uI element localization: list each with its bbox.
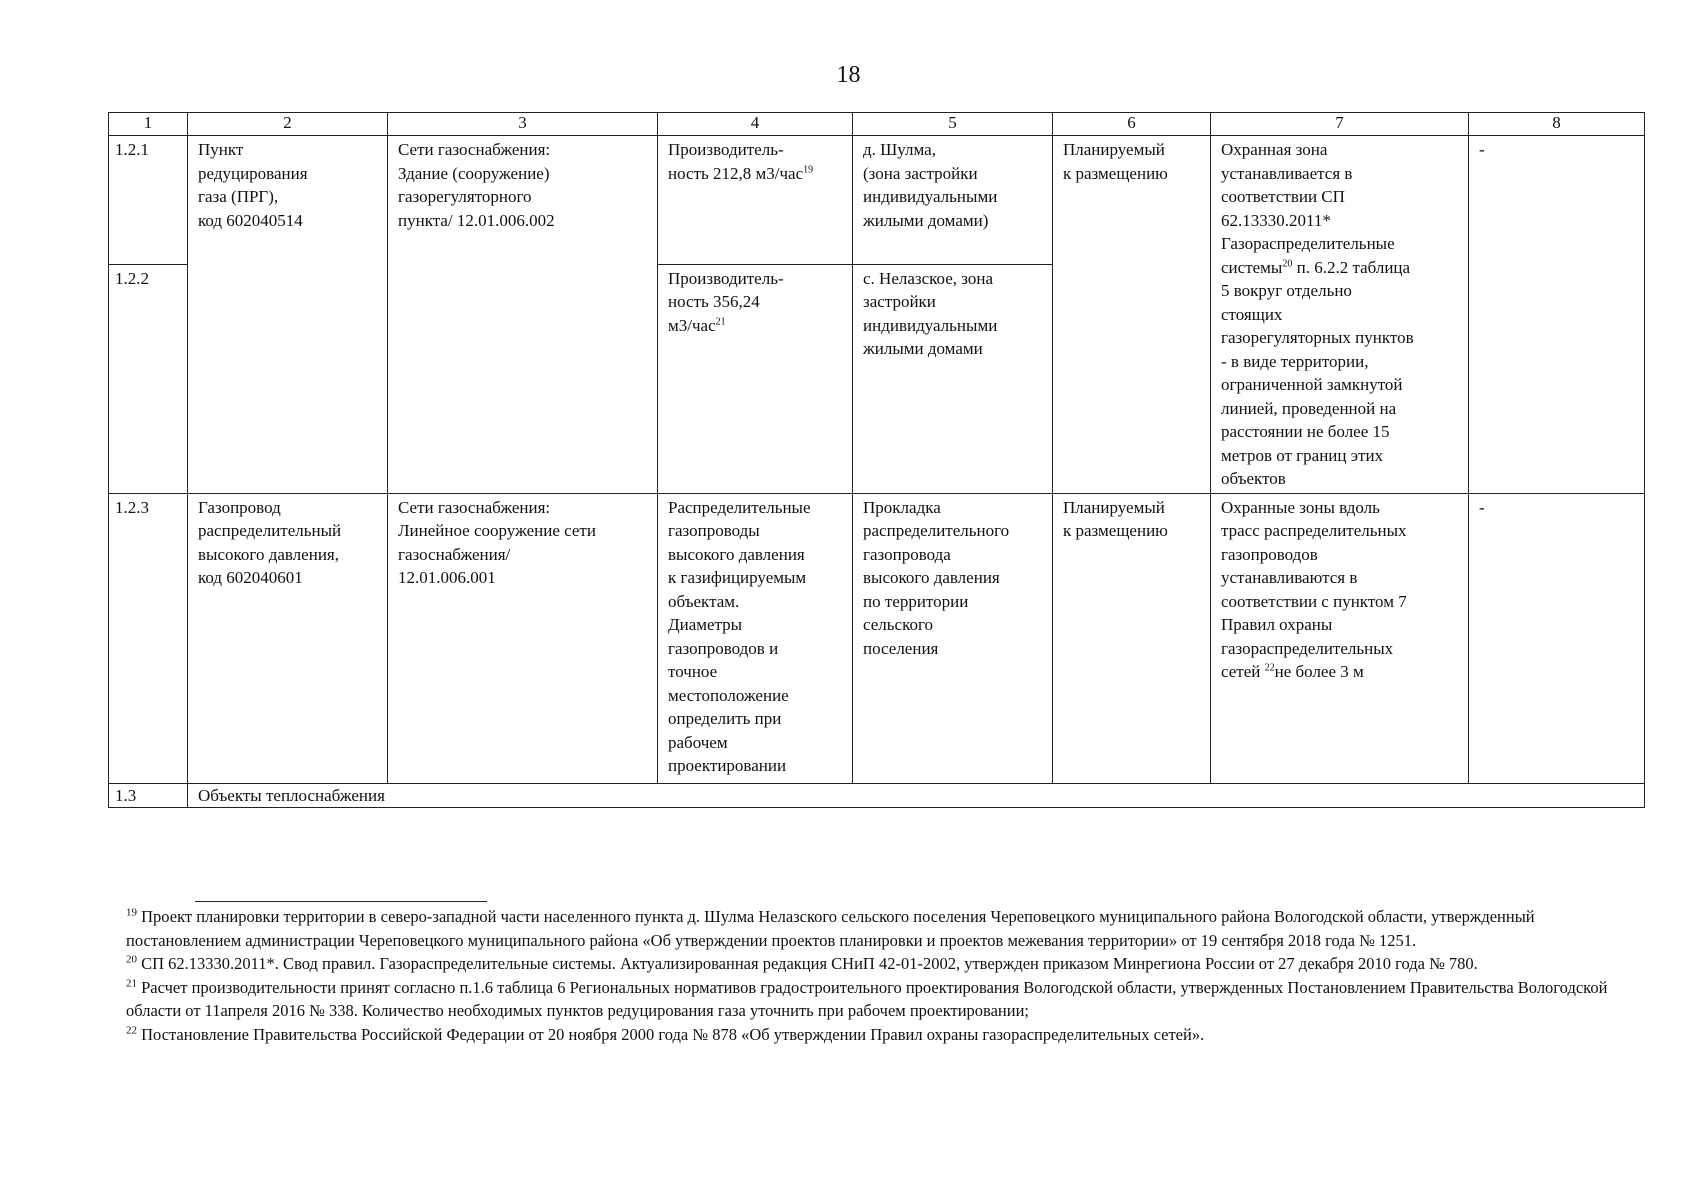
zone-text: системы xyxy=(1221,257,1283,277)
zone-line: Правил охраны xyxy=(1221,615,1333,634)
zone-line: 5 вокруг отдельно xyxy=(1221,281,1352,300)
row-number: 1.2.3 xyxy=(109,493,188,783)
location-line: с. Нелазское, зона xyxy=(863,268,994,288)
object-name-line: высокого давления, xyxy=(198,544,339,564)
footnotes xyxy=(126,905,1653,1046)
zone-text: п. 6.2.2 таблица xyxy=(1292,257,1411,277)
zone-line: 62.13330.2011* xyxy=(1221,210,1331,230)
footnote-text: Постановление Правительства Российской Федерации от 20 ноября 2000 года № 878 «Об утверждении Правил охраны газораспределительных сетей». xyxy=(137,1024,1205,1044)
capacity-cell xyxy=(658,136,853,265)
zone-line: - в виде территории, xyxy=(1221,351,1369,371)
location-line: газопровода xyxy=(863,544,951,564)
description-line: Распределительные xyxy=(668,497,811,517)
column-header-2: 2 xyxy=(188,113,388,136)
status-line: к размещению xyxy=(1063,521,1168,540)
location-line: застройки xyxy=(863,292,936,312)
object-name-line: редуцирования xyxy=(198,163,308,183)
zone-line: объектов xyxy=(1221,469,1286,488)
location-line: Прокладка xyxy=(863,497,941,517)
location-cell xyxy=(853,493,1053,783)
object-type-line: газорегуляторного xyxy=(398,187,532,206)
protection-zone-cell xyxy=(1211,493,1469,783)
footnote-separator xyxy=(195,901,487,902)
column-header-1: 1 xyxy=(109,113,188,136)
description-line: рабочем xyxy=(668,732,728,752)
description-line: местоположение xyxy=(668,685,789,705)
object-name-line: газа (ПРГ), xyxy=(198,187,279,206)
status-line: Планируемый xyxy=(1063,140,1165,159)
zone-line: расстоянии не более 15 xyxy=(1221,422,1390,441)
description-line: объектам. xyxy=(668,591,740,611)
footnote-ref: 19 xyxy=(803,163,814,175)
zone-text: сетей xyxy=(1221,662,1265,681)
zone-line: газопроводов xyxy=(1221,544,1318,564)
zone-line: Охранные зоны вдоль xyxy=(1221,497,1380,517)
zone-line: газораспределительных xyxy=(1221,638,1394,658)
capacity-line xyxy=(668,162,842,186)
zone-line: соответствии СП xyxy=(1221,187,1345,206)
zone-line: ограниченной замкнутой xyxy=(1221,375,1403,394)
status-line: к размещению xyxy=(1063,163,1168,183)
footnote-22 xyxy=(126,1023,1653,1047)
capacity-line: Производитель- xyxy=(668,140,784,159)
description-line: точное xyxy=(668,662,718,681)
capacity-line xyxy=(668,314,842,338)
object-name-line: код 602040601 xyxy=(198,568,303,587)
location-line: индивидуальными xyxy=(863,187,998,206)
footnote-ref: 21 xyxy=(715,316,726,328)
status-line: Планируемый xyxy=(1063,497,1165,517)
object-name-line: код 602040514 xyxy=(198,210,303,230)
location-line: поселения xyxy=(863,638,939,658)
object-type-line: газоснабжения/ xyxy=(398,544,511,564)
capacity-line: ность 356,24 xyxy=(668,292,760,312)
description-line: Диаметры xyxy=(668,615,743,634)
footnote-number: 21 xyxy=(126,977,137,989)
location-line: (зона застройки xyxy=(863,163,978,183)
object-type-line: 12.01.006.001 xyxy=(398,568,496,587)
capacity-cell xyxy=(658,264,853,493)
footnote-ref: 20 xyxy=(1282,257,1293,269)
object-name-line: Пункт xyxy=(198,140,244,159)
header-row xyxy=(109,113,1645,136)
column-header-5: 5 xyxy=(853,113,1053,136)
row-number: 1.3 xyxy=(109,783,188,808)
footnote-ref: 22 xyxy=(1264,662,1275,674)
description-line: определить при xyxy=(668,709,782,728)
footnote-19 xyxy=(126,905,1653,952)
zone-line: Газораспределительные xyxy=(1221,234,1395,253)
extra-cell: - xyxy=(1469,136,1645,494)
footnote-number: 22 xyxy=(126,1024,137,1036)
extra-cell: - xyxy=(1469,493,1645,783)
protection-zone-cell xyxy=(1211,136,1469,494)
zone-line: Охранная зона xyxy=(1221,140,1328,159)
object-type-line: Сети газоснабжения: xyxy=(398,140,551,159)
column-header-6: 6 xyxy=(1053,113,1211,136)
zone-line: трасс распределительных xyxy=(1221,521,1407,540)
location-line: индивидуальными xyxy=(863,315,998,335)
location-cell xyxy=(853,264,1053,493)
capacity-line: Производитель- xyxy=(668,268,784,288)
description-line: проектировании xyxy=(668,756,787,775)
zone-text: не более 3 м xyxy=(1274,662,1364,681)
location-line: сельского xyxy=(863,615,934,634)
objects-table xyxy=(108,112,1645,808)
zone-line: газорегуляторных пунктов xyxy=(1221,328,1414,347)
zone-line: устанавливается в xyxy=(1221,163,1353,183)
object-type-line: пункта/ 12.01.006.002 xyxy=(398,210,555,230)
section-title: Объекты теплоснабжения xyxy=(188,783,1645,808)
page-number: 18 xyxy=(836,62,861,88)
zone-line xyxy=(1221,660,1458,684)
object-name-cell xyxy=(188,136,388,494)
location-line: жилыми домами) xyxy=(863,210,989,230)
location-line: д. Шулма, xyxy=(863,140,936,159)
table-row-1-2-1 xyxy=(109,136,1645,265)
location-cell xyxy=(853,136,1053,265)
location-line: распределительного xyxy=(863,521,1010,540)
location-line: жилыми домами xyxy=(863,339,983,359)
description-line: к газифицируемым xyxy=(668,568,807,587)
capacity-text: ность 212,8 м3/час xyxy=(668,163,804,183)
row-number: 1.2.1 xyxy=(109,136,188,265)
footnote-text: СП 62.13330.2011*. Свод правил. Газораспределительные системы. Актуализированная редакция СНиП 42-01-2002, утвержден приказом Минрегиона России от 27 декабря 2010 года № 780. xyxy=(137,954,1478,973)
column-header-3: 3 xyxy=(388,113,658,136)
zone-line: линией, проведенной на xyxy=(1221,398,1397,418)
object-type-line: Здание (сооружение) xyxy=(398,163,550,183)
location-line: по территории xyxy=(863,591,969,611)
description-line: газопроводы xyxy=(668,521,760,540)
location-line: высокого давления xyxy=(863,568,1000,587)
zone-line xyxy=(1221,256,1458,280)
zone-line: соответствии с пунктом 7 xyxy=(1221,591,1407,611)
object-name-line: распределительный xyxy=(198,521,342,540)
zone-line: стоящих xyxy=(1221,304,1283,324)
object-name-line: Газопровод xyxy=(198,497,281,517)
column-header-4: 4 xyxy=(658,113,853,136)
status-cell xyxy=(1053,493,1211,783)
footnote-text: Расчет производительности принят согласно п.1.6 таблица 6 Региональных нормативов градостроительного проектирования Вологодской области, утвержденных Постановлением Правительства Вологодской области от 11апреля 2016 № 338. Количество необходимых пунктов редуцирования газа уточнить при рабочем проектировании; xyxy=(126,977,1608,1020)
footnote-20 xyxy=(126,952,1653,976)
footnote-number: 19 xyxy=(126,906,137,919)
object-type-line: Линейное сооружение сети xyxy=(398,521,596,540)
table-row-1-2-3 xyxy=(109,493,1645,783)
description-cell xyxy=(658,493,853,783)
footnote-21 xyxy=(126,976,1653,1023)
object-name-cell xyxy=(188,493,388,783)
zone-line: метров от границ этих xyxy=(1221,445,1384,465)
object-type-line: Сети газоснабжения: xyxy=(398,497,551,517)
table-row-1-3 xyxy=(109,783,1645,808)
zone-line: устанавливаются в xyxy=(1221,568,1358,587)
column-header-7: 7 xyxy=(1211,113,1469,136)
footnote-text: Проект планировки территории в северо-западной части населенного пункта д. Шулма Нелазского сельского поселения Череповецкого муниципального района Вологодской области, утвержденный постановлением администрации Череповецкого муниципального района «Об утверждении проектов планировки и проектов межевания территории» от 19 сентября 2018 года № 1251. xyxy=(126,907,1535,950)
object-type-cell xyxy=(388,136,658,494)
row-number: 1.2.2 xyxy=(109,264,188,493)
column-header-8: 8 xyxy=(1469,113,1645,136)
object-type-cell xyxy=(388,493,658,783)
footnote-number: 20 xyxy=(126,953,137,966)
description-line: газопроводов и xyxy=(668,638,779,658)
status-cell xyxy=(1053,136,1211,494)
capacity-text: м3/час xyxy=(668,315,716,335)
description-line: высокого давления xyxy=(668,544,805,564)
